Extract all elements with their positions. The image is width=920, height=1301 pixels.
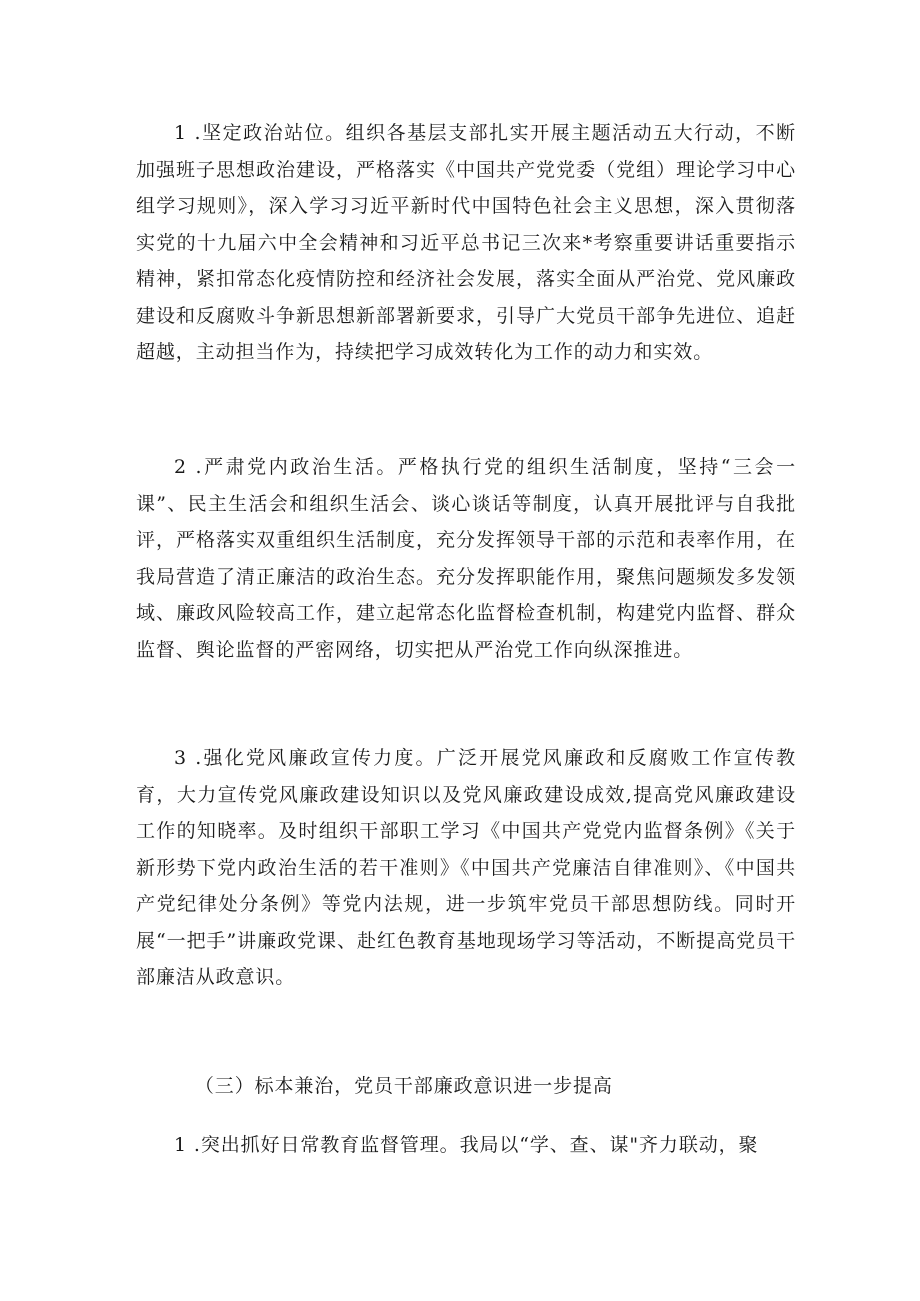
paragraph-political-stance: 1 .坚定政治站位。组织各基层支部扎实开展主题活动五大行动，不断加强班子思想政治建设，严格落实《中国共产党党委（党组）理论学习中心组学习规则》，深入学习习近平新时代中国特色社会主义思想，深入贯彻落实党的十九届六中全会精神和习近平总书记三次来*考察重要讲话重要指示精神，紧扣常态化疫情防控和经济社会发展，落实全面从严治党、党风廉政建设和反腐败斗争新思想新部署新要求，引导广大党员干部争先进位、追赶超越，主动担当作为，持续把学习成效转化为工作的动力和实效。 <box>136 122 796 363</box>
paragraph-daily-supervision: 1 .突出抓好日常教育监督管理。我局以“学、查、谋"齐力联动，聚 <box>174 1134 759 1156</box>
section-heading: （三）标本兼治，党员干部廉政意识进一步提高 <box>194 1075 613 1097</box>
paragraph-party-political-life: 2 .严肃党内政治生活。严格执行党的组织生活制度，坚持“三会一课”、民主生活会和组织生活会、谈心谈话等制度，认真开展批评与自我批评，严格落实双重组织生活制度，充分发挥领导干部的示范和表率作用，在我局营造了清正廉洁的政治生态。充分发挥职能作用，聚焦问题频发多发领域、廉政风险较高工作，建立起常态化监督检查机制，构建党内监督、群众监督、舆论监督的严密网络，切实把从严治党工作向纵深推进。 <box>136 456 796 661</box>
paragraph-integrity-publicity: 3 .强化党风廉政宣传力度。广泛开展党风廉政和反腐败工作宣传教育，大力宣传党风廉政建设知识以及党风廉政建设成效,提高党风廉政建设工作的知晓率。及时组织干部职工学习《中国共产党党内监督条例》《关于新形势下党内政治生活的若干准则》《中国共产党廉洁自律准则》、《中国共产党纪律处分条例》等党内法规，进一步筑牢党员干部思想防线。同时开展“一把手”讲廉政党课、赴红色教育基地现场学习等活动，不断提高党员干部廉洁从政意识。 <box>136 747 796 988</box>
